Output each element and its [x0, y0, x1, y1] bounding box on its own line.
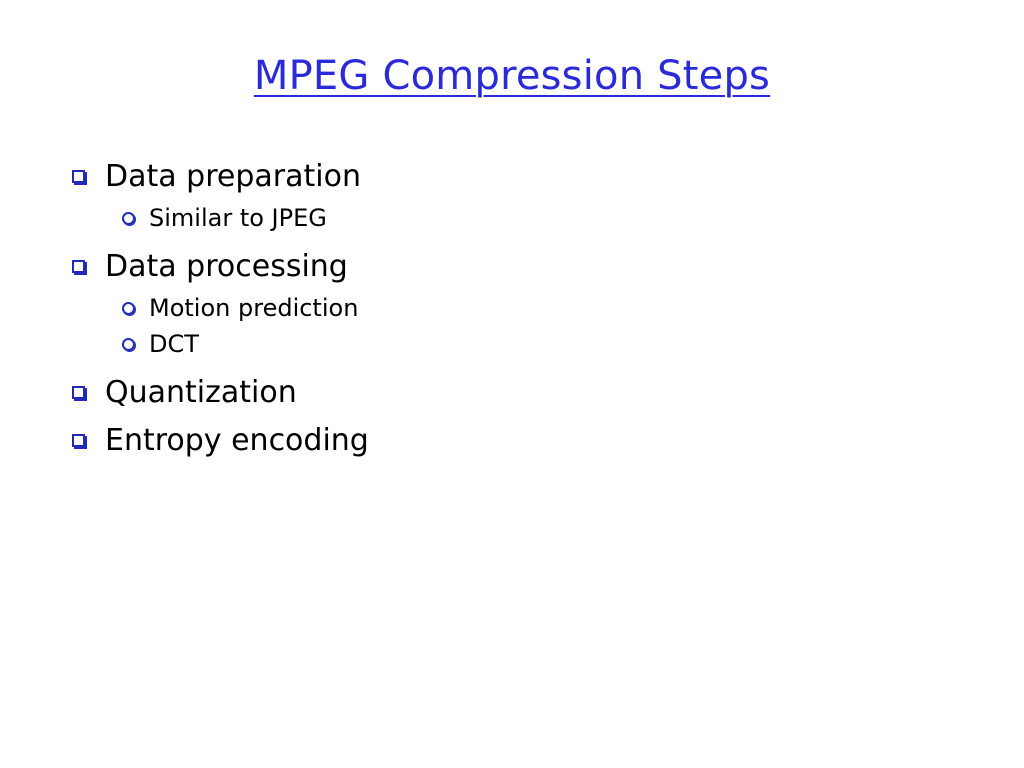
bullet-text: Quantization — [105, 374, 297, 410]
bullet-text: Data processing — [105, 248, 348, 284]
bullet-text: Data preparation — [105, 158, 361, 194]
sub-bullet-text: DCT — [149, 330, 199, 358]
circle-bullet-icon — [122, 302, 135, 315]
circle-bullet-icon — [122, 212, 135, 225]
sub-bullet-item-motion-prediction — [72, 290, 972, 326]
slide-title[interactable]: MPEG Compression Steps — [253, 53, 771, 99]
sub-bullet-text: Motion prediction — [149, 294, 359, 322]
sub-bullet-item-dct — [72, 326, 972, 362]
bullet-item-entropy-encoding — [72, 418, 972, 462]
bullet-text: Entropy encoding — [105, 422, 369, 458]
sub-bullet-text: Similar to JPEG — [149, 204, 327, 232]
square-bullet-icon — [72, 386, 85, 399]
circle-bullet-icon — [122, 338, 135, 351]
square-bullet-icon — [72, 260, 85, 273]
bullet-item-data-preparation — [72, 154, 972, 198]
square-bullet-icon — [72, 170, 85, 183]
bullet-item-data-processing — [72, 244, 972, 288]
bullet-item-quantization — [72, 370, 972, 414]
square-bullet-icon — [72, 434, 85, 447]
bullet-list — [72, 150, 972, 462]
sub-bullet-item-similar-to-jpeg — [72, 200, 972, 236]
